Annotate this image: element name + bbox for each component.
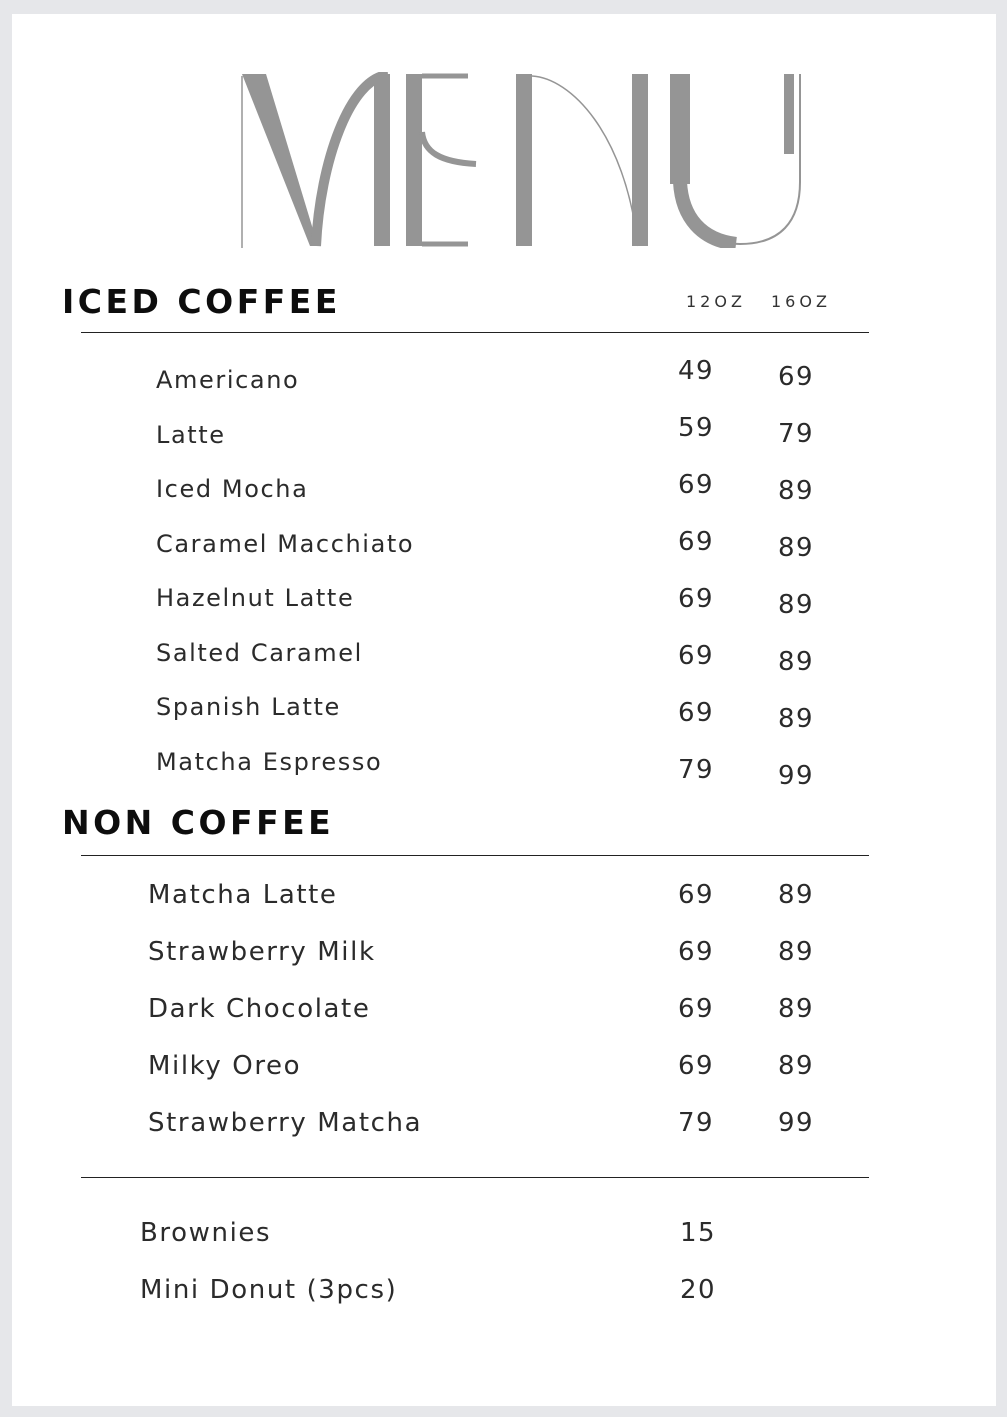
menu-item-name: Iced Mocha bbox=[156, 475, 309, 503]
price-12oz: 79 bbox=[677, 755, 715, 785]
extra-item-name: Brownies bbox=[140, 1218, 272, 1248]
price-16oz: 79 bbox=[777, 419, 815, 449]
price-12oz: 69 bbox=[677, 937, 715, 967]
menu-logo bbox=[240, 72, 806, 248]
price-16oz: 99 bbox=[777, 761, 815, 791]
menu-item-name: Strawberry Matcha bbox=[148, 1108, 423, 1138]
price-16oz: 89 bbox=[777, 704, 815, 734]
price-12oz: 69 bbox=[677, 994, 715, 1024]
price-16oz: 69 bbox=[777, 362, 815, 392]
extra-item-name: Mini Donut (3pcs) bbox=[140, 1275, 398, 1305]
price-12oz: 49 bbox=[677, 356, 715, 386]
divider bbox=[81, 1177, 869, 1178]
menu-item-name: Strawberry Milk bbox=[148, 937, 376, 967]
iced-coffee-title: ICED COFFEE bbox=[62, 282, 341, 321]
menu-item-name: Matcha Latte bbox=[148, 880, 338, 910]
price-16oz: 99 bbox=[777, 1108, 815, 1138]
non-coffee-title: NON COFFEE bbox=[62, 803, 335, 842]
price-16oz: 89 bbox=[777, 937, 815, 967]
menu-item-name: Dark Chocolate bbox=[148, 994, 371, 1024]
size-12oz-label: 12OZ bbox=[686, 292, 746, 311]
price-16oz: 89 bbox=[777, 880, 815, 910]
price-12oz: 69 bbox=[677, 641, 715, 671]
price-12oz: 79 bbox=[677, 1108, 715, 1138]
menu-item-name: Caramel Macchiato bbox=[156, 530, 415, 558]
price-12oz: 59 bbox=[677, 413, 715, 443]
menu-page bbox=[12, 14, 996, 1406]
divider bbox=[81, 855, 869, 856]
menu-item-name: Matcha Espresso bbox=[156, 748, 383, 776]
extra-item-price: 15 bbox=[679, 1218, 717, 1248]
menu-item-name: Milky Oreo bbox=[148, 1051, 302, 1081]
menu-item-name: Spanish Latte bbox=[156, 693, 341, 721]
price-12oz: 69 bbox=[677, 1051, 715, 1081]
price-12oz: 69 bbox=[677, 584, 715, 614]
price-16oz: 89 bbox=[777, 476, 815, 506]
menu-item-name: Salted Caramel bbox=[156, 639, 363, 667]
price-12oz: 69 bbox=[677, 698, 715, 728]
price-16oz: 89 bbox=[777, 590, 815, 620]
price-16oz: 89 bbox=[777, 1051, 815, 1081]
menu-item-name: Hazelnut Latte bbox=[156, 584, 355, 612]
price-16oz: 89 bbox=[777, 533, 815, 563]
price-12oz: 69 bbox=[677, 470, 715, 500]
extra-item-price: 20 bbox=[679, 1275, 717, 1305]
menu-item-name: Latte bbox=[156, 421, 226, 449]
price-12oz: 69 bbox=[677, 880, 715, 910]
size-16oz-label: 16OZ bbox=[771, 292, 831, 311]
menu-item-name: Americano bbox=[156, 366, 300, 394]
price-12oz: 69 bbox=[677, 527, 715, 557]
divider bbox=[81, 332, 869, 333]
price-16oz: 89 bbox=[777, 994, 815, 1024]
price-16oz: 89 bbox=[777, 647, 815, 677]
